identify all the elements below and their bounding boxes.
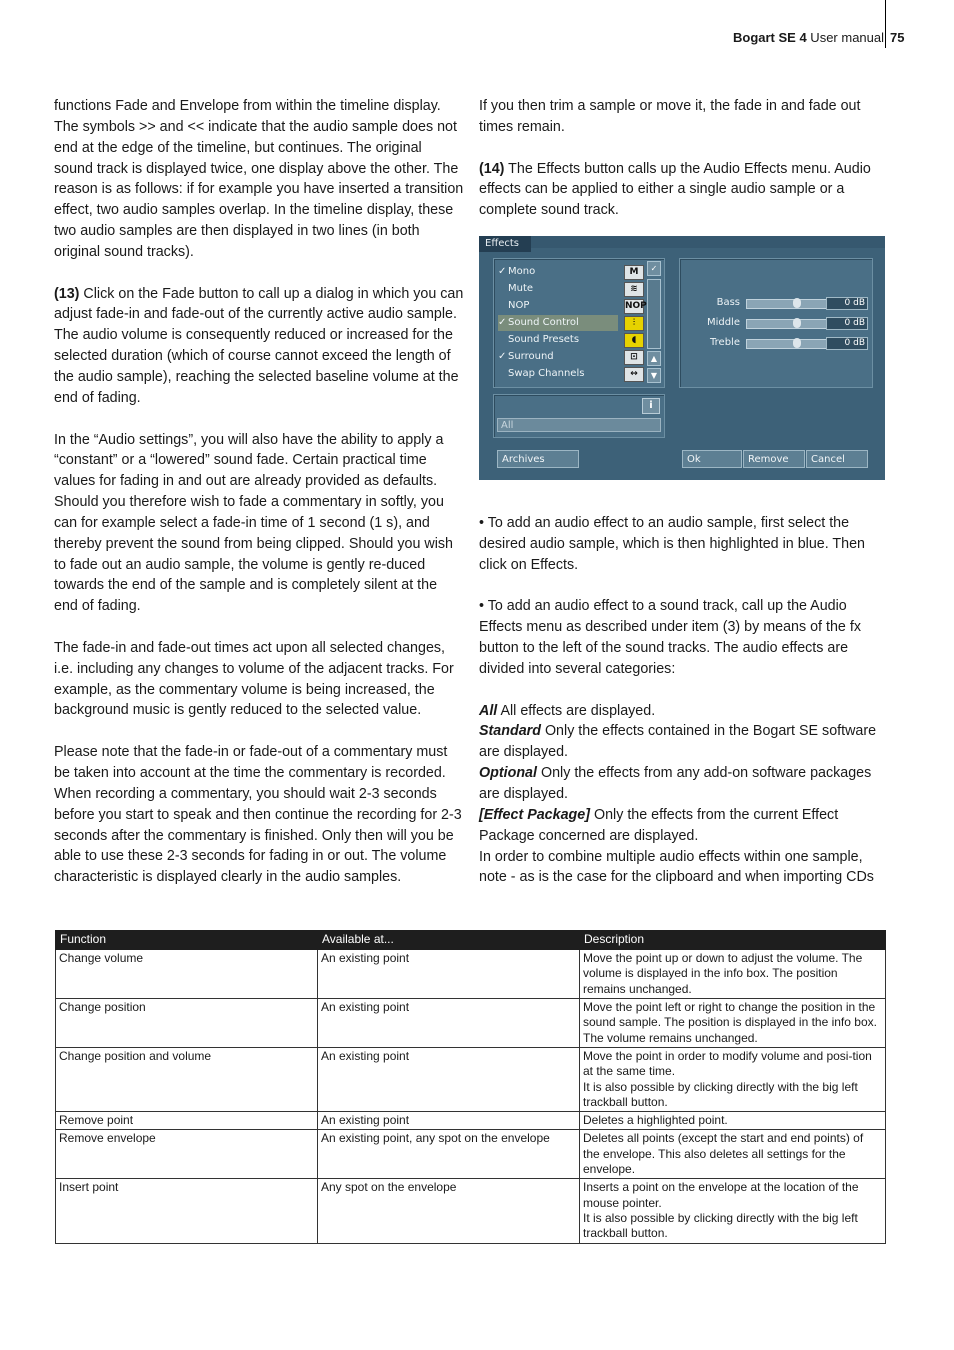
definition-standard	[479, 721, 889, 763]
dialog-tab[interactable]: Effects	[479, 236, 531, 252]
ok-button[interactable]: Ok	[682, 450, 742, 468]
check-icon: ✓	[498, 317, 507, 328]
list-item-label: Sound Control	[508, 317, 579, 328]
middle-value: 0 dB	[826, 317, 868, 330]
info-icon[interactable]: i	[642, 398, 660, 414]
table-cell: Change volume	[56, 950, 318, 999]
manual-title: Bogart SE 4	[733, 30, 807, 45]
bass-label: Bass	[716, 297, 740, 308]
list-item-label: Sound Presets	[508, 334, 580, 345]
sliders-panel	[679, 258, 873, 388]
definition: All effects are displayed.	[497, 702, 656, 719]
check-icon: ✓	[498, 266, 507, 277]
surround-icon: ⊡	[624, 350, 644, 365]
list-item-label: NOP	[508, 300, 530, 311]
cancel-button[interactable]: Cancel	[806, 450, 868, 468]
page-header	[733, 30, 884, 45]
table-cell: An existing point	[318, 1048, 580, 1112]
table-row	[56, 999, 886, 1048]
manual-title-rest: User manual	[806, 30, 884, 45]
list-item-label: Swap Channels	[508, 368, 585, 379]
middle-label: Middle	[706, 317, 740, 328]
table-header-row	[56, 931, 886, 950]
bass-slider[interactable]	[746, 299, 828, 309]
mute-icon: ≋	[624, 282, 644, 297]
scrollbar-track[interactable]	[647, 279, 661, 349]
table-row	[56, 950, 886, 999]
paragraph: In the “Audio settings”, you will also have the ability to apply a “constant” or a “lowered” sound fade. Certain practical time values for fading in and out are already provided as defaults. Should you therefore wish to fade a commentary in softly, you can for example select a fade-in time of 1 second (1 s), and thereby prevent the sound from being clipped. Should you wish to fade out an audio sample, the volume is gently re-duced towards the end of the sample and is completely silent at the end of fading.	[54, 431, 453, 615]
filter-panel	[493, 394, 665, 438]
list-item-label: Mute	[508, 283, 534, 294]
paragraph-text: The Effects button calls up the Audio Effects menu. Audio effects can be applied to either a single audio sample or a complete sound track.	[479, 160, 871, 219]
table-cell: Change position and volume	[56, 1048, 318, 1112]
table-cell: Move the point up or down to adjust the volume. The volume is displayed in the info box. The position remains unchanged.	[580, 950, 886, 999]
paragraph: The fade-in and fade-out times act upon all selected changes, i.e. including any changes to volume of the adjacent tracks. For example, as the commentary volume is being increased, the background music is gently reduced to the selected value.	[54, 639, 454, 719]
table-cell: Deletes a highlighted point.	[580, 1112, 886, 1130]
treble-slider[interactable]	[746, 339, 828, 349]
category-filter-select[interactable]: All	[497, 418, 661, 432]
definition: Only the effects contained in the Bogart SE software are displayed.	[479, 723, 877, 761]
envelope-functions-table	[55, 930, 886, 1244]
paragraph: In order to combine multiple audio effects within one sample, note - as is the case for the clipboard and when importing CDs	[479, 848, 874, 886]
term: Optional	[479, 765, 537, 782]
term: [Effect Package]	[479, 806, 590, 823]
effects-dialog	[479, 236, 885, 480]
table-row	[56, 1048, 886, 1112]
slider-knob[interactable]	[793, 338, 801, 348]
header-divider	[885, 0, 886, 48]
paragraph: If you then trim a sample or move it, the fade in and fade out times remain.	[479, 98, 861, 135]
list-item-label: Mono	[508, 266, 536, 277]
treble-value: 0 dB	[826, 337, 868, 350]
treble-label: Treble	[710, 337, 740, 348]
list-item[interactable]	[498, 264, 618, 280]
swap-channels-icon: ↔	[624, 367, 644, 382]
paragraph	[54, 284, 464, 409]
page-number: 75	[890, 30, 905, 45]
definition-package	[479, 805, 889, 847]
paragraph	[479, 159, 889, 222]
column-header: Function	[56, 931, 318, 950]
table-cell: Deletes all points (except the start and end points) of the envelope. This also deletes all settings for the envelope.	[580, 1130, 886, 1179]
definition: Only the effects from any add-on software packages are displayed.	[479, 765, 872, 802]
sound-presets-icon: ◖	[624, 333, 644, 348]
table-cell: Move the point left or right to change the position in the sound sample. The position is displayed in the info box. The volume remains unchanged.	[580, 999, 886, 1048]
remove-button[interactable]: Remove	[743, 450, 805, 468]
table-cell: Remove envelope	[56, 1130, 318, 1179]
table-cell: An existing point, any spot on the envelope	[318, 1130, 580, 1179]
archives-button[interactable]: Archives	[497, 450, 579, 468]
table-row	[56, 1112, 886, 1130]
slider-knob[interactable]	[793, 298, 801, 308]
table-cell: Remove point	[56, 1112, 318, 1130]
column-header: Available at...	[318, 931, 580, 950]
table-row	[56, 1179, 886, 1243]
check-all-icon[interactable]: ✓	[647, 261, 661, 276]
list-item[interactable]	[498, 281, 618, 297]
scroll-down-icon[interactable]: ▼	[647, 368, 661, 383]
table-cell: Move the point in order to modify volume and posi-tion at the same time. It is also possible by clicking directly with the big left trackball button.	[580, 1048, 886, 1112]
bullet-paragraph: • To add an audio effect to an audio sample, first select the desired audio sample, which is then highlighted in blue. Then click on Effects.	[479, 515, 866, 573]
table-cell: An existing point	[318, 950, 580, 999]
slider-knob[interactable]	[793, 318, 801, 328]
sound-control-icon: ⫶	[624, 316, 644, 331]
effects-list-panel	[493, 258, 665, 388]
check-icon: ✓	[498, 351, 507, 362]
bass-value: 0 dB	[826, 297, 868, 310]
definition: Only the effects from the current Effect Package concerned are displayed.	[479, 806, 839, 844]
list-item-selected[interactable]	[498, 315, 618, 331]
middle-slider[interactable]	[746, 319, 828, 329]
table-cell: An existing point	[318, 1112, 580, 1130]
paragraph: Please note that the fade-in or fade-out of a commentary must be taken into account at the time the commentary is recorded. When recording a commentary, you should wait 2-3 seconds before you start to speak and then continue the recording for 2-3 seconds after the commentary is finished. Only then will you be able to use these 2-3 seconds for fading in or out. The volume characteristic is displayed clearly in the audio samples.	[54, 744, 462, 886]
paragraph-text: Click on the Fade button to call up a dialog in which you can adjust fade-in and fade-out of the currently active audio sample. The audio volume is consequently reduced or increased for the selected duration (which of course cannot exceed the length of the audio sample), reaching the selected baseline volume at the end of fading.	[54, 285, 464, 406]
term: Standard	[479, 723, 541, 740]
table-cell: Inserts a point on the envelope at the location of the mouse pointer. It is also possible by clicking directly with the big left trackball button.	[580, 1179, 886, 1243]
table-row	[56, 1130, 886, 1179]
table-cell: Any spot on the envelope	[318, 1179, 580, 1243]
list-item-label: Surround	[508, 351, 554, 362]
left-column	[54, 96, 464, 888]
table-cell: An existing point	[318, 999, 580, 1048]
bullet-paragraph: • To add an audio effect to a sound track, call up the Audio Effects menu as described under item (3) by means of the fx button to the left of the sound tracks. The audio effects are divided into several categories:	[479, 598, 861, 677]
table-cell: Insert point	[56, 1179, 318, 1243]
definition-all	[479, 701, 889, 722]
definition-optional	[479, 763, 889, 805]
list-item[interactable]	[498, 366, 618, 382]
term: All	[479, 702, 498, 719]
list-item[interactable]	[498, 298, 618, 314]
right-column-top	[479, 96, 889, 221]
paragraph: functions Fade and Envelope from within the timeline display. The symbols >> and << indicate that the audio sample does not end at the edge of the timeline, but continues. The original sound track is displayed twice, one display above the other. The reason is as follows: if for example you have inserted a transition effect, two audio samples overlap. In the timeline display, these two audio samples are then displayed in two lines (in both original sound tracks).	[54, 98, 464, 260]
column-header: Description	[580, 931, 886, 950]
table-cell: Change position	[56, 999, 318, 1048]
right-column-bottom	[479, 513, 889, 888]
list-item[interactable]	[498, 349, 618, 365]
list-item[interactable]	[498, 332, 618, 348]
mono-icon: M	[624, 265, 644, 280]
scroll-up-icon[interactable]: ▲	[647, 351, 661, 366]
item-number: (14)	[479, 160, 505, 177]
item-number: (13)	[54, 285, 80, 302]
nop-icon: NOP	[624, 299, 644, 314]
